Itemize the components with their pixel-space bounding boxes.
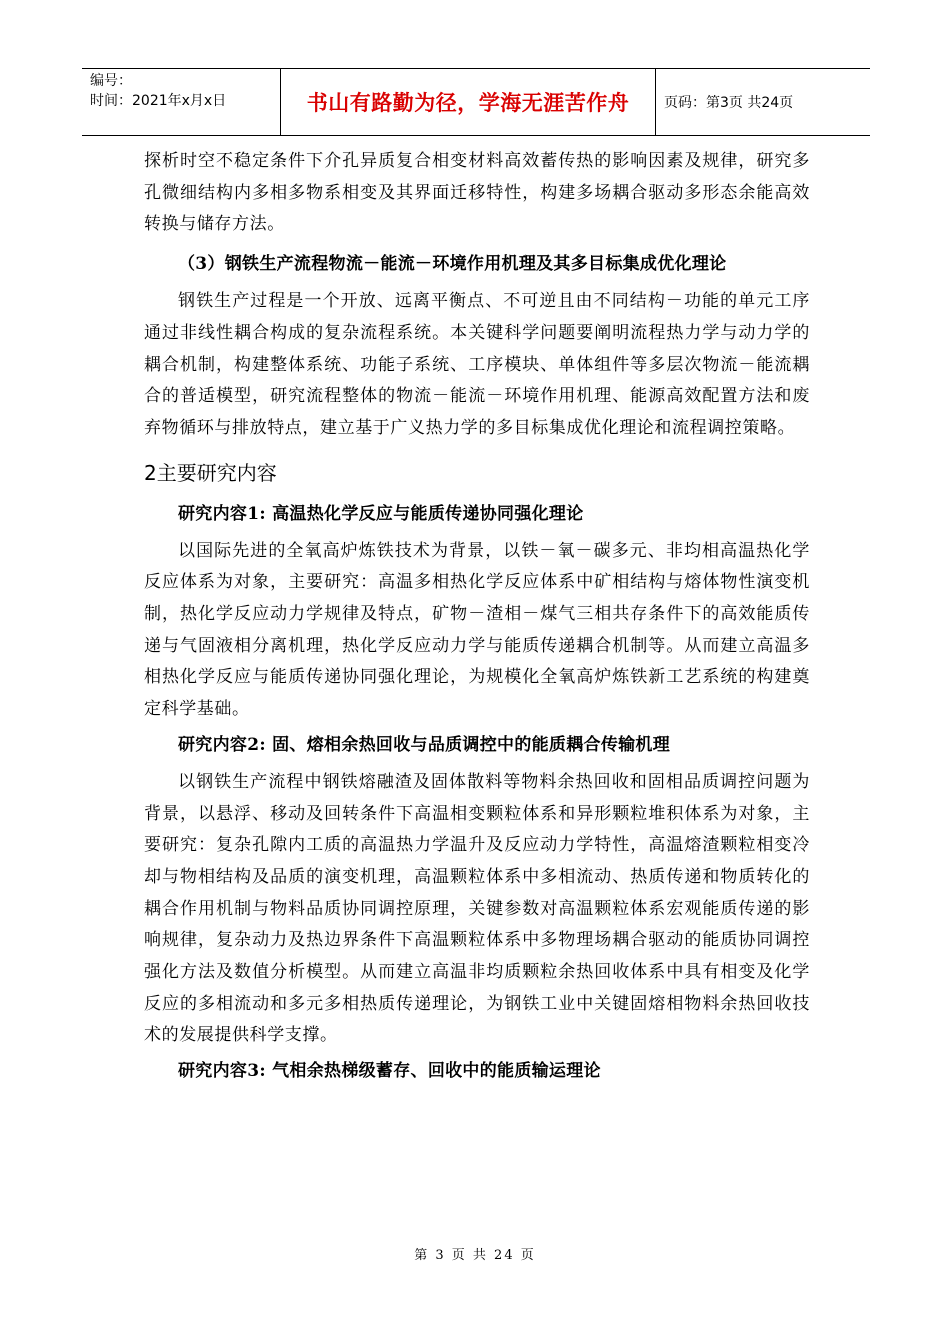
page-info: 页码：第3页 共24页 <box>664 95 794 111</box>
item-1-title: 研究内容1: 高温热化学反应与能质传递协同强化理论 <box>178 503 584 524</box>
header-meta-cell <box>82 69 281 135</box>
intro-paragraph: 探析时空不稳定条件下介孔异质复合相变材料高效蓄传热的影响因素及规律，研究多孔微细结构内多相多物系相变及其界面迁移特性，构建多场耦合驱动多形态余能高效转换与储存方法。 <box>144 151 810 235</box>
subsection-3-paragraph: 钢铁生产过程是一个开放、远离平衡点、不可逆且由不同结构－功能的单元工序通过非线性耦合构成的复杂流程系统。本关键科学问题要阐明流程热力学与动力学的耦合机制，构建整体系统、功能子系统、工序模块、单体组件等多层次物流－能流耦合的普适模型，研究流程整体的物流－能流－环境作用机理、能源高效配置方法和废弃物循环与排放特点，建立基于广义热力学的多目标集成优化理论和流程调控策略。 <box>144 291 810 438</box>
item-3-title: 研究内容3: 气相余热梯级蓄存、回收中的能质输运理论 <box>178 1061 601 1082</box>
number-label: 编号： <box>90 73 132 89</box>
document-body <box>144 146 810 1093</box>
subsection-3-title: （3）钢铁生产流程物流－能流－环境作用机理及其多目标集成优化理论 <box>178 254 727 275</box>
item-2-title: 研究内容2: 固、熔相余热回收与品质调控中的能质耦合传输机理 <box>178 734 671 755</box>
header-page-cell <box>656 69 870 135</box>
header-table <box>82 68 870 136</box>
header-motto-cell <box>281 69 656 135</box>
item-1-paragraph: 以国际先进的全氧高炉炼铁技术为背景，以铁－氧－碳多元、非均相高温热化学反应体系为对象，主要研究：高温多相热化学反应体系中矿相结构与熔体物性演变机制，热化学反应动力学规律及特点，矿物－渣相－煤气三相共存条件下的高效能质传递与气固液相分离机理，热化学反应动力学与能质传递耦合机制等。从而建立高温多相热化学反应与能质传递协同强化理论，为规模化全氧高炉炼铁新工艺系统的构建奠定科学基础。 <box>144 540 810 720</box>
date-label: 时间：2021年x月x日 <box>90 93 227 109</box>
motto-text: 书山有路勤为径，学海无涯苦作舟 <box>306 90 630 115</box>
section-2-title: 2主要研究内容 <box>144 460 277 485</box>
item-2-paragraph: 以钢铁生产流程中钢铁熔融渣及固体散料等物料余热回收和固相品质调控问题为背景，以悬浮、移动及回转条件下高温相变颗粒体系和异形颗粒堆积体系为对象，主要研究：复杂孔隙内工质的高温热力学温升及反应动力学特性，高温熔渣颗粒相变冷却与物相结构及品质的演变机理，高温颗粒体系中多相流动、热质传递和物质转化的耦合作用机制与物料品质协同调控原理，关键参数对高温颗粒体系宏观能质传递的影响规律，复杂动力及热边界条件下高温颗粒体系中多物理场耦合驱动的能质协同调控强化方法及数值分析模型。从而建立高温非均质颗粒余热回收体系中具有相变及化学反应的多相流动和多元多相热质传递理论，为钢铁工业中关键固熔相物料余热回收技术的发展提供科学支撑。 <box>144 771 810 1046</box>
page-footer: 第 3 页 共 24 页 <box>414 1248 536 1263</box>
